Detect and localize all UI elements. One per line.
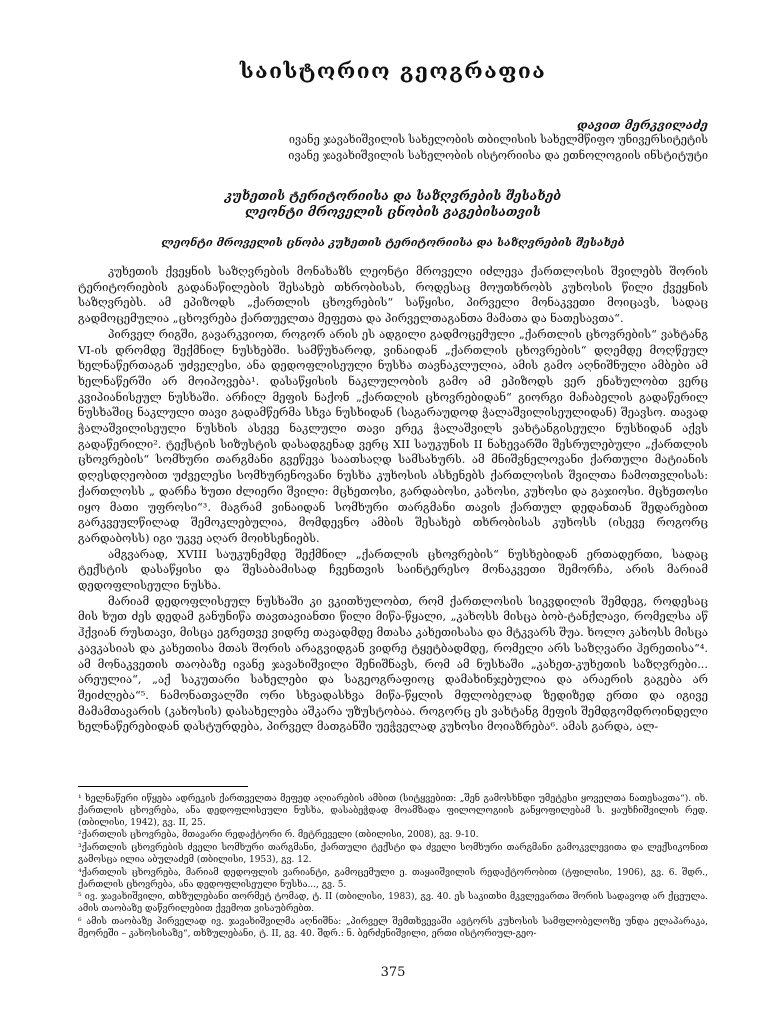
paragraph: პირველ რიგში, გავარკვიოთ, როგორ არის ეს ადგილი გადმოცემული „ქართლის ცხოვრების“ ვახტანგ VI-ის დრომდე შექმნილ ნუსხებში. სამწუხაროდ, ვინაიდან „ქართლის ცხოვრების“ დღემდე მოღწეულ ხელნაწერთაგან უძველესი, ანა დედოფლისეული ნუსხა თავნაკლულია, ამის გამო აღნიშნული ამბები ამ ხელნაწერში არ მოიპოვება¹. დასაწყისის ნაკლულობის გამო ამ ეპიზოდს ვერ ენახულობთ ვერც კვიპიანისეულ ნუსხაში. არჩილ მეფის ნაქონ „ქართლის ცხოვრებიდან“ გიორგი მაჩაბელის გადაწერილ ნუსხაშიც ნაკლული თავი გადამწერმა სხვა ნუსხიდან (საგარაუდოდ ჭალაშვილისეულიდან) შეავსო. თავად ჭალაშვილისეული ნუსხის ასევე ნაკლული თავი ერეკ ჭალაშვილს ვახტანგისეული ნუსხიდან აქვს გადაწერილი². ტექსტის სიზუსტის დასადგენად ვერც XII საუკუნის II ნახევარში შესრულებული „ქართლის ცხოვრების“ სომხური თარგმანი გვეწევა საათსაღდ სამსახურს. ამ მნიშვნელოვანი ქართული მატიანის დღესდღეობით უძველესი სომხურენოვანი ნუსხა კუხოსის ასხენებს ქართლოსის შვილთა ჩამოთვლისას: ქართლოსს „ დარჩა ხუთი ძლიერი შვილი: მცხეთოსი, გარდაბოსი, კახოსი, კუხოსი და გაჯიოსი. მცხეთოსი იყო მათი უფროსი“³. მაგრამ ვინაიდან სომხური თარგმანი თავის ქართულ დედანთან შედარებით გარკვეულწილად შემოკლებულია, მომდევნო ამბის შესახებ თხრობისას კუხოსს (ისევე როგორც გარდაბოსს) იგი უკვე აღარ მოიხსენიებს. [78, 327, 708, 545]
section-title: საისტორიო გეოგრაფია [239, 58, 547, 83]
footnote: ³ქართლის ცხოვრების ძველი სომხური თარგმანი, ქართული ტექსტი და ძველი სომხური თარგმანი გამოკვლევითა და ლექსიკონით გამოსცა ილია აბულაძემ (თბილისი, 1953), გვ. 12. [78, 843, 708, 865]
footnote: ⁶ ამის თაობაზე პირველად ივ. ჯავახიშვილმა აღნიშნა: „პირველ შემთხვევაში ავტორს კუხოსის სამფლობელოზე უნდა ელაპარაკა, მეორეში – კახოსისაზე“, თხზულებანი, ტ. II, გვ. 40. შდრ.: ნ. ბერძენიშვილი, ერთი ისტორიულ-გეო- [78, 916, 708, 939]
footnote: ⁴ქართლის ცხოვრება, მარიამ დედოფლის ვარიანტი, გამოცემული ე. თაყაიშვილის რედაქტორობით (ტფილისი, 1906), გვ. 6. შდრ., ქართლის ცხოვრება, ანა დედოფლისეული ნუსხა..., გვ. 5. [78, 867, 708, 890]
author-affiliation-university: ივანე ჯავახიშვილის სახელობის თბილისის სახელმწიფო უნივერსიტეტის [288, 133, 708, 146]
author-name: დავით მერკვილაძე [577, 118, 708, 132]
footnotes [78, 794, 708, 942]
article-body [78, 264, 708, 735]
footnote: ²ქართლის ცხოვრება, მთავარი რედაქტორი რ. მეტრეველი (თბილისი, 2008), გვ. 9-10. [78, 830, 479, 841]
article-title [78, 188, 708, 220]
paragraph: კუხეთის ქვეყნის საზღვრების მონახაზს ლეონტი მროველი იძლევა ქართლოსის შვილებს შორის ტერიტორიების გადანაწილების შესახებ თხრობისას, როდესაც მოუთხრობს კუხოსის წილი ქვეყნის საზღვრებს. ამ ეპიზოდს „ქართლის ცხოვრების“ საწყისი, პირველი მონაკვეთი მოიცავს, სადაც გადმოცემულია „ცხოვრება ქართუელთა მეფეთა და პირველთაგანთა მამათა და ნათესავთა“. [78, 265, 708, 326]
page-number: 375 [380, 965, 406, 980]
article-title-line-1: კუხეთის ტერიტორიისა და საზღვრების შესახებ [224, 188, 562, 203]
author-affiliation-institute: ივანე ჯავახიშვილის სახელობის ისტორიისა და ეთნოლოგიის ინსტიტუტი [288, 149, 708, 162]
footnote-separator [78, 786, 248, 787]
section-subheading: ლეონტი მროველის ცნობა კუხეთის ტერიტორიისა და საზღვრების შესახებ [161, 236, 625, 249]
paragraph: მარიამ დედოფლისეულ ნუსხაში კი ვკითხულობთ, რომ ქართლოსის სიკვდილის შემდეგ, როდესაც მის ხუთ ძეს დედამ განუნიწა თავთავიანთი წილი მიწა-წყალი, „კახოსს მისცა ბობ-ტანქლავი, რომელსა აწ ჰქვიან რუსთავი, მისცა ეგრეთვე ვიდრე თავადმდე მთასა კახეთისასა და მტკვარს შუა. ხოლო კახოსს მისცა კავკასიას და კახეთისა მთას შორის არაგვიდგან ვიდრე ტყეტბადმდე, რომელი არს საზღვარი ჰერეთისა“⁴. ამ მონაკვეთის თაობაზე ივანე ჯავახიშვილი შენიშნავს, რომ ამ ნუსხაში „კახეთ-კუხეთის საზღვრები... არეულია“, „აქ საკუთარი სახელები და საგეოგრაფიოც დამახინჯებულია და არაერის გაგება არ შეიძლება“⁵. ნამონათვალში ორი სხვადასხვა მიწა-წყლის მფლობელად ზედიზედ ერთი და იგივე მამამთავარის (კახოსის) დასახელება აშკარა უზუსტობაა. როგორც ეს ვახტანგ მეფის შემდგომდროინდელი ხელნაწერებიდან დასტურდება, პირველ მათგანში უეჭველად კუხოსი მოიაზრება⁶. ამას გარდა, ალ- [78, 594, 708, 734]
footnote: ⁵ ივ. ჯავახიშვილი, თხზულებანი თორმეტ ტომად, ტ. II (თბილისი, 1983), გვ. 40. ეს საკითხი მკვლევართა შორის სადავოდ არ ქცეულა. ამის თაობაზე დაწვრილებით ქვემოთ ვისაუბრებთ. [78, 892, 708, 915]
paragraph: ამგვარად, XVIII საუკუნემდე შექმნილ „ქართლის ცხოვრების“ ნუსხებიდან ერთადერთი, სადაც ტექსტის დასაწყისი და შესაბამისად ჩვენთვის საინტერესო მონაკვეთი შემორჩა, არის მარიამ დედოფლისეული ნუსხა. [78, 547, 708, 593]
article-title-line-2: ლეონტი მროველის ცნობის გაგებისათვის [245, 204, 541, 219]
footnote: ¹ ხელნაწერი იწყება ადრეკის ქართველთა მეფედ აღიარების ამბით (სიტყვებით: „შენ გამოსხნდი უმეტესი ყოველთა ნათესავთა“). იხ. ქართლის ცხოვრება, ანა დედოფლისეული ნუსხა, დასაბეჭდად მოამზადა ფილოლოგიის განყოფილებამ ს. ყაუხჩიშვილის რედ. (თბილისი, 1942), გვ. II, 25. [78, 794, 708, 828]
